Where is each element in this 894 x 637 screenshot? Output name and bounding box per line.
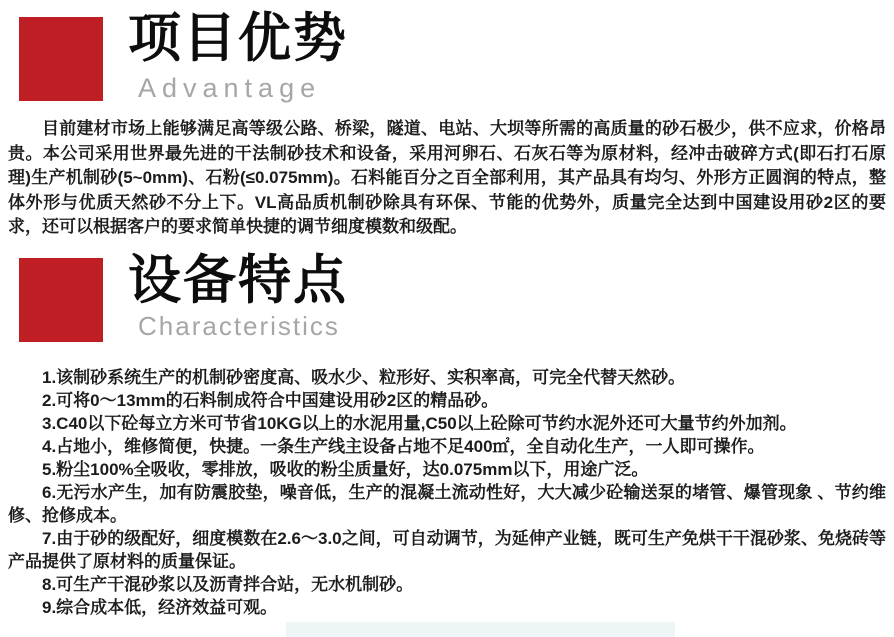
feature-item-6: 6.无污水产生，加有防震胶垫，噪音低，生产的混凝土流动性好，大大减少砼输送泵的堵管、爆管现象 、节约维修、抢修成本。 <box>8 483 886 525</box>
advantage-section-title: 项目优势 <box>128 9 348 68</box>
characteristics-section-subtitle: Characteristics <box>138 311 340 341</box>
advantage-section-subtitle: Advantage <box>138 73 322 103</box>
feature-item-2: 2.可将0～13mm的石料制成符合中国建设用砂2区的精品砂。 <box>42 391 499 410</box>
feature-item-7: 7.由于砂的级配好，细度模数在2.6～3.0之间，可自动调节，为延伸产业链，既可生产免烘干干混砂浆、免烧砖等产品提供了原材料的质量保证。 <box>8 529 886 571</box>
red-square-marker-advantage <box>19 17 103 101</box>
characteristics-section-title: 设备特点 <box>128 251 348 310</box>
feature-item-5: 5.粉尘100%全吸收，零排放，吸收的粉尘质量好，达0.075mm以下，用途广泛。 <box>42 460 649 479</box>
feature-item-4: 4.占地小，维修简便，快捷。一条生产线主设备占地不足400㎡，全自动化生产，一人即可操作。 <box>42 437 765 456</box>
red-square-marker-characteristics <box>19 258 103 342</box>
feature-item-9: 9.综合成本低，经济效益可观。 <box>42 598 278 617</box>
feature-item-3: 3.C40以下砼每立方米可节省10KG以上的水泥用量,C50以上砼除可节约水泥外还可大量节约外加剂。 <box>42 414 797 433</box>
bottom-accent-bar <box>286 622 675 637</box>
characteristics-list <box>8 366 886 619</box>
feature-item-1: 1.该制砂系统生产的机制砂密度高、吸水少、粒形好、实积率高，可完全代替天然砂。 <box>42 368 686 387</box>
advantage-paragraph: 目前建材市场上能够满足高等级公路、桥梁，隧道、电站、大坝等所需的高质量的砂石极少，供不应求，价格昂贵。本公司采用世界最先进的干法制砂技术和设备，采用河卵石、石灰石等为原材料，经冲击破碎方式(即石打石原理)生产机制砂(5~0mm)、石粉(≤0.075mm)。石料能百分之百全部利用，其产品具有均匀、外形方正圆润的特点，整体外形与优质天然砂不分上下。VL高品质机制砂除具有环保、节能的优势外，质量完全达到中国建设用砂2区的要求，还可以根据客户的要求简单快捷的调节细度模数和级配。 <box>8 119 886 236</box>
feature-item-8: 8.可生产干混砂浆以及沥青拌合站，无水机制砂。 <box>42 575 414 594</box>
